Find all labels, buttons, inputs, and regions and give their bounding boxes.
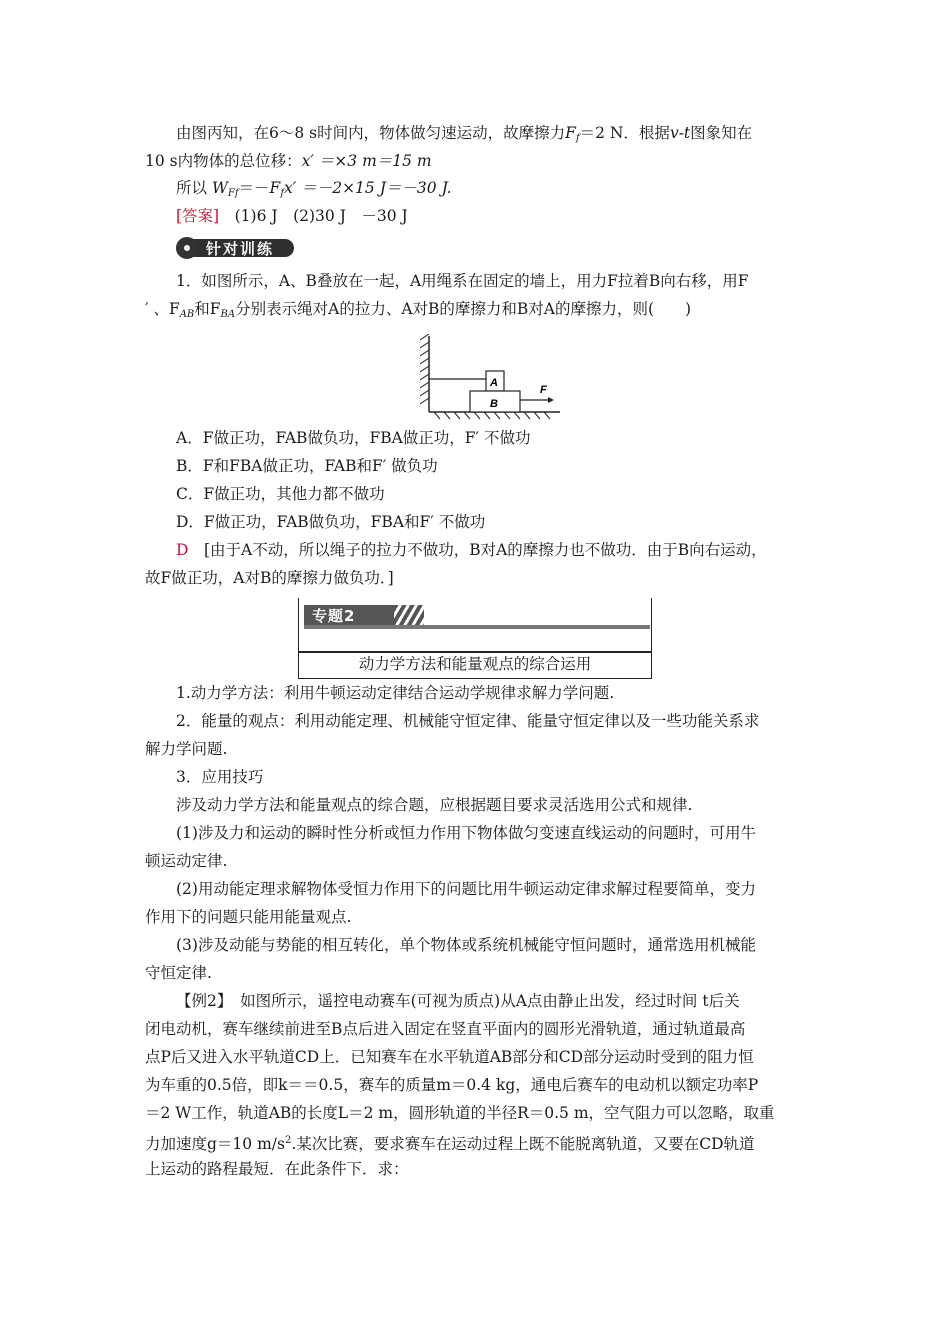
point-line: 守恒定律. (145, 964, 212, 982)
floor (429, 412, 560, 419)
wall (420, 334, 429, 412)
example-line: 上运动的路程最短．在此条件下．求： (145, 1160, 409, 1178)
subscript: AB (179, 309, 195, 320)
symbol-F: F (269, 179, 281, 197)
topic-stripes (394, 605, 424, 625)
option-c: C．F做正功，其他力都不做功 (176, 485, 385, 503)
example-label: 【例2】 (176, 992, 225, 1010)
topic-divider (304, 625, 650, 629)
text: ＝2 N．根据 (579, 124, 670, 142)
symbol-vt: v-t (669, 124, 691, 142)
point-line: (3)涉及动能与势能的相互转化，单个物体或系统机械能守恒问题时，通常选用机械能 (176, 936, 756, 954)
example-line: 点P后又进入水平轨道CD上．已知赛车在水平轨道AB部分和CD部分运动时受到的阻力恒 (145, 1048, 754, 1066)
label-A: A (490, 377, 498, 389)
question-line (176, 271, 841, 291)
option-b: B．F和FBA做正功，FAB和F′ 做负功 (176, 457, 438, 475)
text: ＝－ (238, 179, 270, 197)
point-line: 3．应用技巧 (176, 768, 264, 786)
text: 如图所示，遥控电动赛车(可视为质点)从A点由静止出发，经过时间 t后关 (224, 992, 740, 1010)
topic-box (298, 598, 652, 680)
answer-label: [答案] (176, 207, 220, 225)
text: 和F (194, 300, 221, 318)
equation: x′ ＝×3 m＝15 m (301, 152, 432, 170)
example-line (176, 991, 841, 1011)
text: 所以 (176, 179, 208, 197)
text: 1．如图所示，A、B叠放在一起，A用绳系在固定的墙上，用力F拉着B向右移，用F (176, 272, 749, 290)
equation: x′ ＝－2×15 J＝－30 J. (284, 179, 452, 197)
point-line: 顿运动定律. (145, 852, 228, 870)
point-line: 涉及动力学方法和能量观点的综合题，应根据题目要求灵活选用公式和规律. (176, 796, 693, 814)
text: 图象知在 (690, 124, 753, 142)
topic-tag (304, 605, 394, 625)
question-line (145, 299, 810, 325)
label-F: F (540, 384, 547, 396)
example-line: 为车重的0.5倍，即k＝＝0.5，赛车的质量m＝0.4 kg，通电后赛车的电动机以额定功率P (145, 1076, 759, 1094)
text: 力加速度g＝10 m/s (145, 1135, 285, 1153)
answer-line (176, 206, 841, 226)
label-B: B (490, 398, 498, 410)
example-line: 闭电动机，赛车继续前进至B点后进入固定在竖直平面内的圆形光滑轨道，通过轨道最高 (145, 1020, 746, 1038)
text: 分别表示绳对A的拉力、A对B的摩擦力和B对A的摩擦力，则( ) (235, 300, 692, 318)
paragraph-line (176, 123, 841, 149)
option-a: A．F做正功，FAB做负功，FBA做正功，F′ 不做功 (176, 429, 531, 447)
point-line: 2．能量的观点：利用动能定理、机械能守恒定律、能量守恒定律以及一些功能关系求 (176, 712, 760, 730)
subscript: f (280, 188, 285, 199)
point-line: (1)涉及力和运动的瞬时性分析或恒力作用下物体做匀变速直线运动的问题时，可用牛 (176, 824, 756, 842)
text: 由图丙知，在6～8 s时间内，物体做匀速运动，故摩擦力 (176, 124, 566, 142)
paragraph-line (176, 178, 841, 204)
symbol-W: W (211, 179, 228, 197)
option-d: D．F做正功，FAB做负功，FBA和F′ 不做功 (176, 513, 486, 531)
superscript: 2 (284, 1135, 292, 1146)
subscript: BA (220, 309, 236, 320)
point-line: 解力学问题. (145, 740, 228, 758)
point-line: 作用下的问题只能用能量观点. (145, 908, 352, 926)
text: [由于A不动，所以绳子的拉力不做功，B对A的摩擦力也不做功．由于B向右运动， (203, 541, 767, 559)
solution-line (145, 568, 810, 588)
text: 10 s内物体的总位移： (145, 152, 302, 170)
force-diagram (420, 334, 565, 420)
topic-midline (298, 651, 652, 653)
topic-title: 动力学方法和能量观点的综合运用 (358, 655, 592, 673)
symbol-F: F (565, 124, 576, 142)
target-icon (176, 237, 198, 259)
badge-label: 针对训练 (206, 240, 275, 258)
training-badge (176, 237, 294, 259)
topic-tag-label: 专题2 (312, 607, 356, 625)
solution-line (176, 540, 841, 560)
subscript: f (575, 133, 580, 144)
text: .某次比赛，要求赛车在运动过程上既不能脱离轨道，又要在CD轨道 (291, 1135, 755, 1153)
answer-text: (1)6 J (2)30 J －30 J (234, 207, 408, 225)
subscript: Ff (227, 188, 239, 199)
example-line: ＝2 W工作，轨道AB的长度L＝2 m，圆形轨道的半径R＝0.5 m，空气阻力可以忽略，取重 (145, 1104, 775, 1122)
text: ′ 、F (145, 300, 180, 318)
solution-letter: D (176, 541, 189, 559)
point-line: 1.动力学方法：利用牛顿运动定律结合运动学规律求解力学问题. (176, 684, 615, 702)
paragraph-line (145, 151, 810, 171)
example-line (145, 1131, 810, 1154)
text: 故F做正功，A对B的摩擦力做负功．] (145, 569, 394, 587)
point-line: (2)用动能定理求解物体受恒力作用下的问题比用牛顿运动定律求解过程要简单，变力 (176, 880, 756, 898)
arrow-head-icon (548, 397, 554, 403)
